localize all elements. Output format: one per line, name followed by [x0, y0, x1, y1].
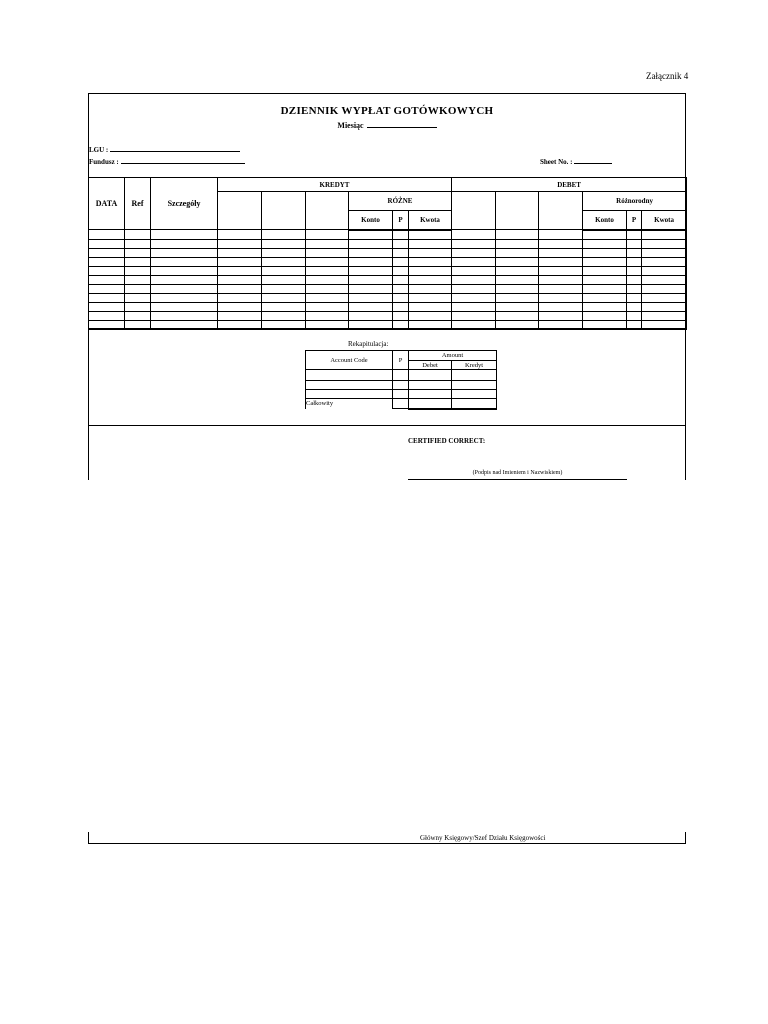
table-cell[interactable] [539, 239, 583, 248]
table-cell[interactable] [349, 284, 393, 293]
table-cell[interactable] [349, 311, 393, 320]
table-cell[interactable] [496, 230, 539, 240]
sheet-label: Sheet No. : [540, 158, 573, 166]
table-cell[interactable] [262, 266, 306, 275]
lgu-field [89, 144, 240, 154]
recap-cell[interactable] [393, 381, 409, 390]
table-cell[interactable] [642, 275, 687, 284]
month-field [88, 119, 686, 130]
table-cell[interactable] [349, 239, 393, 248]
recap-header-kredyt: Kredyt [452, 361, 497, 370]
certified-label: CERTIFIED CORRECT: [408, 437, 486, 445]
fund-field [89, 156, 245, 166]
table-cell[interactable] [306, 239, 349, 248]
table-cell[interactable] [452, 293, 496, 302]
table-cell[interactable] [89, 230, 125, 240]
table-cell[interactable] [452, 257, 496, 266]
header-debit-konto: Konto [583, 211, 627, 230]
table-cell[interactable] [393, 239, 409, 248]
form-title: DZIENNIK WYPŁAT GOTÓWKOWYCH [280, 105, 494, 117]
table-cell[interactable] [349, 266, 393, 275]
chief-accountant-label: Główny Księgowy/Szef Działu Księgowości [420, 834, 546, 842]
table-cell[interactable] [393, 284, 409, 293]
table-cell[interactable] [125, 257, 151, 266]
table-row [89, 257, 687, 266]
table-cell[interactable] [539, 257, 583, 266]
table-cell[interactable] [642, 257, 687, 266]
table-cell[interactable] [452, 266, 496, 275]
footer-frame [88, 832, 686, 844]
table-cell[interactable] [452, 248, 496, 257]
table-cell[interactable] [349, 230, 393, 240]
table-cell[interactable] [89, 275, 125, 284]
recap-header-amount: Amount [409, 351, 497, 361]
table-cell[interactable] [496, 284, 539, 293]
table-cell[interactable] [496, 239, 539, 248]
table-cell[interactable] [642, 230, 687, 240]
table-cell[interactable] [539, 311, 583, 320]
fund-label: Fundusz : [89, 158, 119, 166]
table-row [89, 284, 687, 293]
table-cell[interactable] [151, 311, 218, 320]
lgu-label: LGU : [89, 146, 109, 154]
recap-cell[interactable] [393, 399, 409, 409]
table-cell[interactable] [539, 293, 583, 302]
table-cell[interactable] [496, 293, 539, 302]
table-cell[interactable] [642, 248, 687, 257]
table-cell[interactable] [262, 248, 306, 257]
fund-input-line[interactable] [121, 156, 245, 164]
table-cell[interactable] [218, 311, 262, 320]
table-cell[interactable] [539, 275, 583, 284]
table-cell[interactable] [642, 284, 687, 293]
table-cell[interactable] [218, 302, 262, 311]
table-cell[interactable] [409, 284, 452, 293]
table-cell[interactable] [496, 275, 539, 284]
signature-caption: (Podpis nad Imieniem i Nazwiskiem) [472, 470, 563, 476]
table-cell[interactable] [583, 302, 627, 311]
table-cell[interactable] [262, 257, 306, 266]
recap-header-p: P [393, 351, 409, 370]
table-cell[interactable] [627, 284, 642, 293]
table-cell[interactable] [151, 230, 218, 240]
table-cell[interactable] [89, 293, 125, 302]
table-cell[interactable] [306, 248, 349, 257]
table-cell[interactable] [349, 275, 393, 284]
header-debit-kwota: Kwota [642, 211, 687, 230]
recap-header-debet: Debet [409, 361, 452, 370]
recap-header-account: Account Code [306, 351, 393, 370]
header-debit: DEBET [452, 178, 687, 192]
table-cell[interactable] [627, 293, 642, 302]
section-divider-top [88, 328, 686, 329]
signature-line[interactable] [408, 479, 627, 480]
table-cell[interactable] [583, 248, 627, 257]
table-row [89, 302, 687, 311]
month-label: Miesiąc [337, 121, 364, 130]
table-cell[interactable] [409, 257, 452, 266]
recap-cell[interactable] [306, 381, 393, 390]
recap-label: Rekapitulacja: [348, 340, 389, 348]
table-cell[interactable] [627, 302, 642, 311]
table-cell[interactable] [89, 284, 125, 293]
table-cell[interactable] [125, 230, 151, 240]
header-debit-p: P [627, 211, 642, 230]
table-cell[interactable] [349, 257, 393, 266]
table-cell[interactable] [627, 266, 642, 275]
table-cell[interactable] [583, 239, 627, 248]
table-cell[interactable] [349, 302, 393, 311]
table-cell[interactable] [262, 311, 306, 320]
section-divider-bottom [88, 425, 686, 426]
table-cell[interactable] [409, 293, 452, 302]
table-cell[interactable] [496, 302, 539, 311]
table-cell[interactable] [262, 239, 306, 248]
month-input-line[interactable] [367, 119, 437, 128]
table-cell[interactable] [393, 293, 409, 302]
table-cell[interactable] [306, 266, 349, 275]
header-debit-misc: Różnorodny [583, 192, 687, 211]
header-data: DATA [89, 178, 125, 230]
recap-cell[interactable] [393, 390, 409, 399]
table-cell[interactable] [496, 311, 539, 320]
table-row [89, 293, 687, 302]
table-cell[interactable] [583, 275, 627, 284]
table-cell[interactable] [642, 239, 687, 248]
table-cell[interactable] [583, 311, 627, 320]
table-cell[interactable] [409, 248, 452, 257]
table-cell[interactable] [125, 284, 151, 293]
table-cell[interactable] [642, 302, 687, 311]
table-cell[interactable] [151, 293, 218, 302]
credit-col-2 [262, 192, 306, 230]
table-cell[interactable] [393, 257, 409, 266]
journal-table [88, 177, 687, 330]
table-cell[interactable] [89, 257, 125, 266]
recap-cell[interactable] [452, 370, 497, 381]
table-cell[interactable] [393, 248, 409, 257]
table-cell[interactable] [409, 266, 452, 275]
table-cell[interactable] [218, 230, 262, 240]
table-cell[interactable] [306, 302, 349, 311]
recap-cell[interactable] [452, 381, 497, 390]
table-cell[interactable] [539, 248, 583, 257]
table-cell[interactable] [539, 266, 583, 275]
table-row [89, 248, 687, 257]
table-cell[interactable] [306, 284, 349, 293]
debit-col-3 [539, 192, 583, 230]
table-cell[interactable] [409, 230, 452, 240]
table-row [89, 311, 687, 320]
table-cell[interactable] [627, 257, 642, 266]
table-cell[interactable] [218, 293, 262, 302]
credit-col-3 [306, 192, 349, 230]
table-cell[interactable] [583, 284, 627, 293]
table-cell[interactable] [539, 230, 583, 240]
table-cell[interactable] [642, 311, 687, 320]
recap-total-kredyt[interactable] [452, 399, 497, 409]
table-cell[interactable] [151, 257, 218, 266]
table-cell[interactable] [452, 302, 496, 311]
recap-total-label: Całkowity [306, 399, 393, 409]
table-cell[interactable] [642, 266, 687, 275]
recap-cell[interactable] [452, 390, 497, 399]
table-cell[interactable] [218, 248, 262, 257]
table-cell[interactable] [218, 239, 262, 248]
recap-cell[interactable] [306, 390, 393, 399]
table-cell[interactable] [125, 302, 151, 311]
table-cell[interactable] [409, 311, 452, 320]
table-cell[interactable] [262, 302, 306, 311]
table-cell[interactable] [151, 266, 218, 275]
table-cell[interactable] [125, 266, 151, 275]
table-cell[interactable] [89, 239, 125, 248]
debit-col-1 [452, 192, 496, 230]
header-credit: KREDYT [218, 178, 452, 192]
table-cell[interactable] [262, 275, 306, 284]
table-cell[interactable] [452, 239, 496, 248]
table-cell[interactable] [496, 266, 539, 275]
table-cell[interactable] [452, 284, 496, 293]
table-cell[interactable] [151, 239, 218, 248]
table-cell[interactable] [125, 248, 151, 257]
recap-cell[interactable] [409, 390, 452, 399]
table-cell[interactable] [393, 302, 409, 311]
sheet-input-line[interactable] [574, 156, 612, 164]
table-cell[interactable] [89, 248, 125, 257]
table-cell[interactable] [539, 302, 583, 311]
table-cell[interactable] [393, 311, 409, 320]
table-cell[interactable] [306, 275, 349, 284]
table-cell[interactable] [262, 293, 306, 302]
table-cell[interactable] [409, 302, 452, 311]
table-cell[interactable] [89, 311, 125, 320]
table-cell[interactable] [349, 248, 393, 257]
recap-cell[interactable] [409, 381, 452, 390]
table-cell[interactable] [218, 275, 262, 284]
header-credit-konto: Konto [349, 211, 393, 230]
table-cell[interactable] [125, 293, 151, 302]
table-cell[interactable] [627, 311, 642, 320]
table-cell[interactable] [262, 230, 306, 240]
table-cell[interactable] [496, 248, 539, 257]
table-cell[interactable] [218, 257, 262, 266]
table-cell[interactable] [583, 293, 627, 302]
sheet-field [540, 156, 612, 166]
header-ref: Ref [125, 178, 151, 230]
journal-rows [89, 230, 687, 330]
table-cell[interactable] [627, 239, 642, 248]
table-cell[interactable] [151, 302, 218, 311]
table-cell[interactable] [583, 257, 627, 266]
table-cell[interactable] [627, 230, 642, 240]
table-cell[interactable] [125, 275, 151, 284]
table-cell[interactable] [409, 239, 452, 248]
table-cell[interactable] [452, 230, 496, 240]
table-row [89, 239, 687, 248]
table-cell[interactable] [151, 275, 218, 284]
header-credit-p: P [393, 211, 409, 230]
table-cell[interactable] [539, 284, 583, 293]
table-cell[interactable] [151, 248, 218, 257]
annex-label: Załącznik 4 [646, 71, 689, 81]
recap-cell[interactable] [393, 370, 409, 381]
table-cell[interactable] [218, 266, 262, 275]
table-cell[interactable] [642, 293, 687, 302]
table-cell[interactable] [452, 311, 496, 320]
table-cell[interactable] [306, 293, 349, 302]
table-cell[interactable] [452, 275, 496, 284]
table-cell[interactable] [583, 230, 627, 240]
recap-total-debet[interactable] [409, 399, 452, 409]
table-cell[interactable] [151, 284, 218, 293]
table-cell[interactable] [218, 284, 262, 293]
header-credit-kwota: Kwota [409, 211, 452, 230]
recap-cell[interactable] [306, 370, 393, 381]
table-cell[interactable] [393, 230, 409, 240]
table-cell[interactable] [583, 266, 627, 275]
table-cell[interactable] [306, 230, 349, 240]
table-cell[interactable] [409, 275, 452, 284]
table-cell[interactable] [89, 302, 125, 311]
table-cell[interactable] [306, 311, 349, 320]
header-details: Szczegóły [151, 178, 218, 230]
table-cell[interactable] [125, 311, 151, 320]
table-cell[interactable] [393, 266, 409, 275]
table-cell[interactable] [125, 239, 151, 248]
debit-col-2 [496, 192, 539, 230]
recap-table [305, 350, 497, 410]
table-row [89, 230, 687, 240]
table-cell[interactable] [89, 266, 125, 275]
table-cell[interactable] [393, 275, 409, 284]
table-cell[interactable] [627, 275, 642, 284]
table-cell[interactable] [496, 257, 539, 266]
table-row [89, 275, 687, 284]
header-credit-misc: RÓŻNE [349, 192, 452, 211]
lgu-input-line[interactable] [110, 144, 240, 152]
credit-col-1 [218, 192, 262, 230]
table-cell[interactable] [627, 248, 642, 257]
table-row [89, 266, 687, 275]
table-cell[interactable] [349, 293, 393, 302]
recap-cell[interactable] [409, 370, 452, 381]
table-cell[interactable] [262, 284, 306, 293]
table-cell[interactable] [306, 257, 349, 266]
